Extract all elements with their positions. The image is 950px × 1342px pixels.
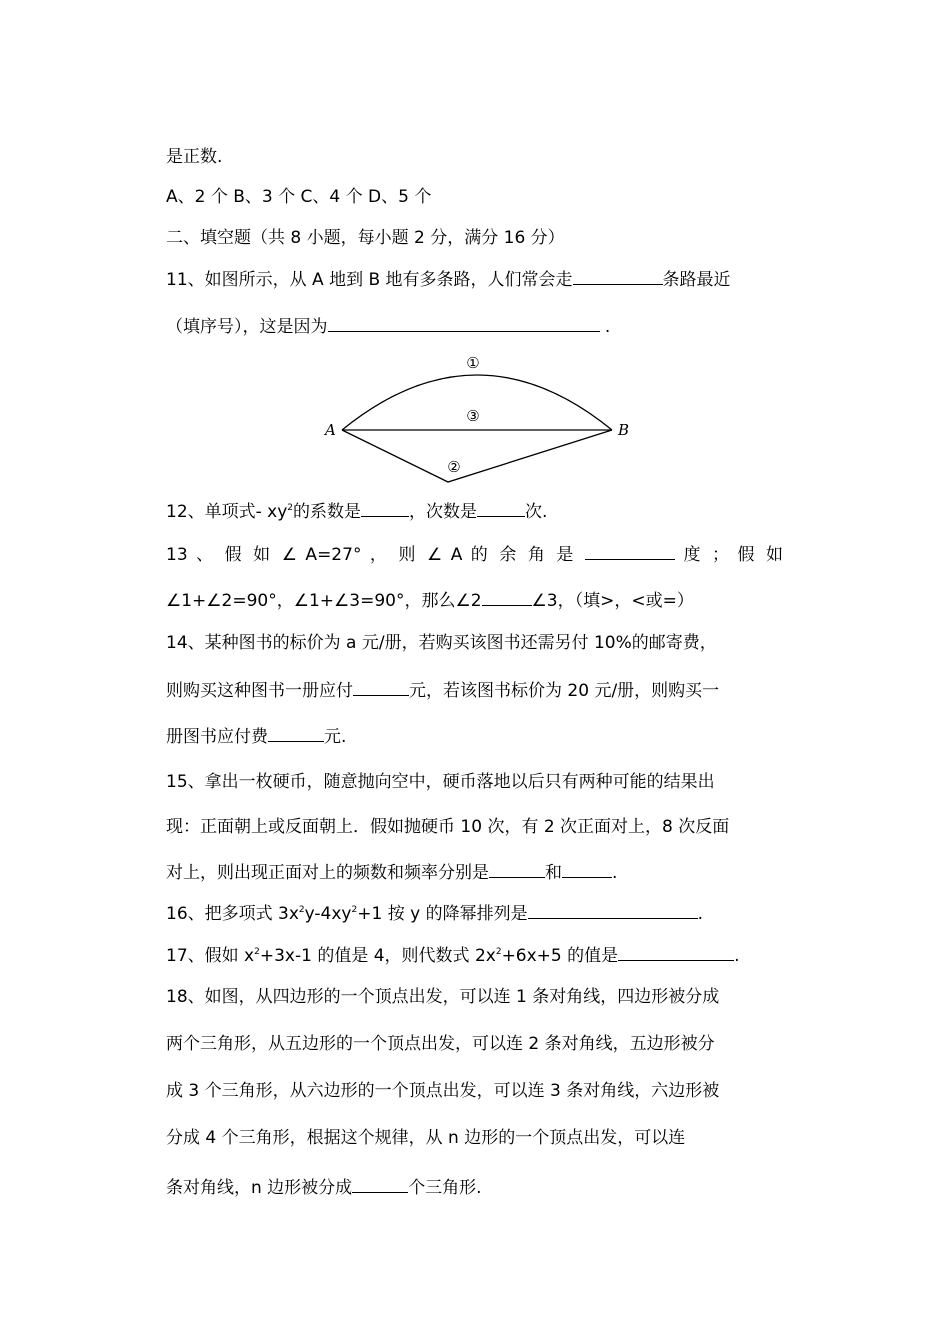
q16-exponent-2: 2 xyxy=(351,905,358,915)
q18-text-a: 条对角线，n 边形被分成 xyxy=(166,1178,353,1198)
q16-text-b: y-4xy xyxy=(304,904,352,924)
q17-text-c: +6x+5 的值是 xyxy=(501,946,619,966)
q12-text-d: 次. xyxy=(525,502,548,522)
q13-text-c: ∠1+∠2=90°，∠1+∠3=90°，那么∠2 xyxy=(166,591,482,611)
routes-figure xyxy=(315,348,645,488)
q18-text-b: 个三角形. xyxy=(408,1178,482,1198)
q16-text-a: 16、把多项式 3x xyxy=(166,904,299,924)
question-17 xyxy=(166,945,740,967)
q12-exponent: 2 xyxy=(287,503,294,513)
question-18-line-1: 18、如图，从四边形的一个顶点出发，可以连 1 条对角线，四边形被分成 xyxy=(166,987,720,1007)
q17-exponent-1: 2 xyxy=(254,947,260,957)
q13-blank-1[interactable] xyxy=(585,545,675,560)
point-b-label: B xyxy=(618,421,630,439)
q11-blank-2[interactable] xyxy=(328,317,600,332)
question-14-line-1: 14、某种图书的标价为 a 元/册，若购买该图书还需另付 10%的邮寄费， xyxy=(166,633,717,653)
q13-text-a: 13 、 假 如 ∠ A=27° ， 则 ∠ A 的 余 角 是 xyxy=(166,545,577,565)
route-2-label: ② xyxy=(447,458,461,476)
q17-text-d: . xyxy=(734,946,740,966)
q14-text-d: 元. xyxy=(324,727,347,747)
q16-text-c: +1 按 y 的降幂排列是 xyxy=(357,904,528,924)
route-1-label: ① xyxy=(466,354,480,372)
q16-exponent-1: 2 xyxy=(298,905,305,915)
q13-text-b: 度 ； 假 如 xyxy=(683,545,784,565)
route-2-polyline xyxy=(342,430,612,482)
question-15-line-1: 15、拿出一枚硬币，随意抛向空中，硬币落地以后只有两种可能的结果出 xyxy=(166,772,715,792)
q12-text-a: 12、单项式- xy xyxy=(166,502,288,522)
question-12 xyxy=(166,501,547,523)
question-11-line-2 xyxy=(166,316,610,338)
point-a-label: A xyxy=(325,421,336,439)
q16-blank[interactable] xyxy=(528,904,698,919)
q17-text-b: +3x-1 的值是 4，则代数式 2x xyxy=(259,946,496,966)
question-14-line-3 xyxy=(166,726,346,748)
q14-text-c: 册图书应付费 xyxy=(166,727,268,747)
choice-options: A、2 个 B、3 个 C、4 个 D、5 个 xyxy=(166,187,432,207)
text-line-1: 是正数. xyxy=(166,147,223,167)
q13-blank-2[interactable] xyxy=(482,591,532,606)
question-18-line-3: 成 3 个三角形，从六边形的一个顶点出发，可以连 3 条对角线，六边形被 xyxy=(166,1081,720,1101)
q12-blank-1[interactable] xyxy=(361,502,409,517)
q18-blank[interactable] xyxy=(352,1178,408,1193)
question-18-line-2: 两个三角形，从五边形的一个顶点出发，可以连 2 条对角线，五边形被分 xyxy=(166,1034,715,1054)
q15-text-a: 对上，则出现正面对上的频数和频率分别是 xyxy=(166,863,489,883)
q14-blank-1[interactable] xyxy=(353,681,409,696)
q17-exponent-2: 2 xyxy=(495,947,502,957)
section-heading: 二、填空题（共 8 小题，每小题 2 分，满分 16 分） xyxy=(166,228,565,248)
q11-text-a: 11、如图所示，从 A 地到 B 地有多条路，人们常会走 xyxy=(166,270,573,290)
q12-blank-2[interactable] xyxy=(477,502,525,517)
q16-text-d: . xyxy=(697,904,703,924)
question-15-line-3 xyxy=(166,862,617,884)
q11-text-c: （填序号），这是因为 xyxy=(166,317,328,337)
question-14-line-2 xyxy=(166,680,719,702)
q14-blank-2[interactable] xyxy=(268,727,324,742)
q15-text-c: . xyxy=(612,863,618,883)
question-11-line-1 xyxy=(166,269,731,291)
question-18-line-5 xyxy=(166,1177,482,1199)
route-3-label: ③ xyxy=(466,407,480,425)
q15-blank-1[interactable] xyxy=(489,863,545,878)
q14-text-a: 则购买这种图书一册应付 xyxy=(166,681,353,701)
q12-text-b: 的系数是 xyxy=(293,502,362,522)
question-13-line-1 xyxy=(166,544,783,566)
question-16 xyxy=(166,903,703,925)
q17-text-a: 17、假如 x xyxy=(166,946,255,966)
question-18-line-4: 分成 4 个三角形，根据这个规律，从 n 边形的一个顶点出发，可以连 xyxy=(166,1128,686,1148)
q13-text-d: ∠3，（填>，<或=） xyxy=(531,591,694,611)
q15-blank-2[interactable] xyxy=(562,863,612,878)
question-15-line-2: 现：正面朝上或反面朝上．假如抛硬币 10 次，有 2 次正面对上，8 次反面 xyxy=(166,817,730,837)
q12-text-c: ，次数是 xyxy=(409,502,478,522)
question-13-line-2 xyxy=(166,590,694,612)
q17-blank[interactable] xyxy=(618,946,734,961)
q15-text-b: 和 xyxy=(545,863,562,883)
q11-blank-1[interactable] xyxy=(573,270,663,285)
q11-text-d: . xyxy=(604,317,611,337)
q11-text-b: 条路最近 xyxy=(662,270,731,290)
q14-text-b: 元，若该图书标价为 20 元/册，则购买一 xyxy=(409,681,720,701)
